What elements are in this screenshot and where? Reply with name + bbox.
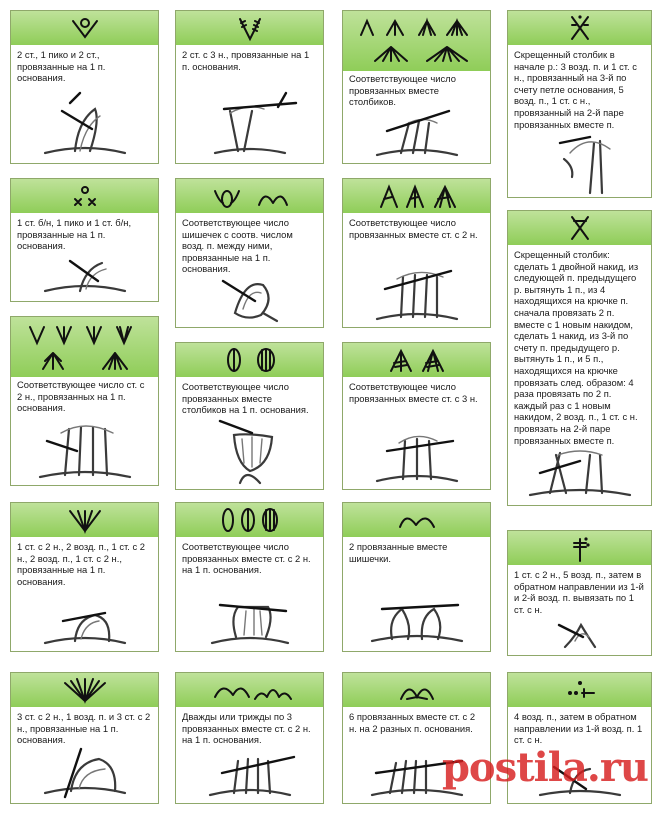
crochet-illustration-icon bbox=[11, 81, 158, 161]
card-4-text: Скрещенный столбик в начале р.: 3 возд. п. и 1 ст. с н., провязанный на 3-й по счету петле основания, 5 возд. п., 1 ст. с н., провязанный на 2-й паре провязанных вместе п. bbox=[514, 49, 637, 130]
symbol-picot-sc-icon bbox=[11, 179, 158, 213]
card-7 bbox=[342, 178, 491, 328]
crochet-illustration-icon bbox=[176, 265, 323, 325]
symbol-clusters-top-icon bbox=[343, 11, 490, 71]
symbol-v-3-icon bbox=[176, 11, 323, 45]
card-2 bbox=[175, 10, 324, 164]
card-12-text: 1 ст. с 2 н., 2 возд. п., 1 ст. с 2 н., 2 возд. п., 1 ст. с 2 н., провязанные на 1 п. основания. bbox=[17, 541, 146, 587]
card-7-text: Соответствующее число провязанных вместе ст. с 2 н. bbox=[349, 217, 478, 240]
card-9 bbox=[10, 316, 159, 486]
symbol-bobbles-icon bbox=[176, 179, 323, 213]
card-1 bbox=[10, 10, 159, 164]
card-10-text: Соответствующее число провязанных вместе столбиков на 1 п. основания. bbox=[182, 381, 309, 416]
card-6-text: Соответствующее число шишечек с соотв. числом возд. п. между ними, провязанные на 1 п. основания. bbox=[182, 217, 293, 275]
card-13 bbox=[175, 502, 324, 652]
card-19-text: 4 возд. п., затем в обратном направлении из 1-й возд. п. 1 ст. с н. bbox=[514, 711, 643, 746]
symbol-crossed-icon bbox=[508, 211, 651, 245]
symbol-ovals-icon bbox=[176, 343, 323, 377]
card-2-text: 2 ст. с 3 н., провязанные на 1 п. основания. bbox=[182, 49, 310, 72]
crochet-illustration-icon bbox=[508, 607, 651, 653]
symbol-picot-return-icon bbox=[508, 531, 651, 565]
card-14-text: 2 провязанные вместе шишечки. bbox=[349, 541, 448, 564]
card-1-text: 2 ст., 1 пико и 2 ст., провязанные на 1 п. основания. bbox=[17, 49, 106, 84]
card-3 bbox=[342, 10, 491, 164]
card-17 bbox=[175, 672, 324, 804]
symbol-ch-return-icon bbox=[508, 673, 651, 707]
card-16 bbox=[10, 672, 159, 804]
card-16-text: 3 ст. с 2 н., 1 возд. п. и 3 ст. с 2 н., провязанные на 1 п. основания. bbox=[17, 711, 151, 746]
crochet-illustration-icon bbox=[343, 253, 490, 325]
crochet-illustration-icon bbox=[11, 741, 158, 801]
card-11-text: Соответствующее число провязанных вместе ст. с 3 н. bbox=[349, 381, 478, 404]
crochet-illustration-icon bbox=[11, 589, 158, 649]
card-15 bbox=[507, 530, 652, 656]
symbol-leaves-icon bbox=[176, 673, 323, 707]
card-9-text: Соответствующее число ст. с 2 н., провязанных на 1 п. основания. bbox=[17, 379, 145, 414]
card-14 bbox=[342, 502, 491, 652]
crochet-illustration-icon bbox=[176, 79, 323, 161]
crochet-illustration-icon bbox=[176, 407, 323, 487]
card-13-text: Соответствующее число провязанных вместе ст. с 2 н. на 1 п. основания. bbox=[182, 541, 311, 576]
symbol-clusters-2-icon bbox=[343, 179, 490, 213]
symbol-six-together-icon bbox=[343, 673, 490, 707]
crochet-illustration-icon bbox=[508, 123, 651, 195]
crochet-illustration-icon bbox=[343, 415, 490, 487]
crochet-illustration-icon bbox=[343, 101, 490, 161]
card-17-text: Дважды или трижды по 3 провязанных вместе ст. с 2 н. на 1 п. основания. bbox=[182, 711, 311, 746]
crochet-illustration-icon bbox=[11, 411, 158, 483]
symbol-fan-ch2-icon bbox=[11, 673, 158, 707]
symbol-clusters-3-icon bbox=[343, 343, 490, 377]
card-8-text: Скрещенный столбик: сделать 1 двойной накид, из следующей п. предыдущего р. вытянуть 1 п., из 4 находящихся на крючке п. сначала провязать 2 п. вместе с 1 новым накидом, сделать 1 накид, из 3-й по счету п. предыдущего р. вытянуть 1 п., и 5 п., находящихся на крючке провязать след. образом: 4 раза провязать по 2 п. каждый раз с 1 новым накидом, 2 возд. п., 1 ст. с н. провязать на 2-й паре провязанных вместе п. bbox=[514, 249, 639, 446]
symbol-fans-icon bbox=[11, 317, 158, 377]
crochet-illustration-icon bbox=[11, 247, 158, 299]
card-5-text: 1 ст. б/н, 1 пико и 1 ст. б/н, провязанные на 1 п. основания. bbox=[17, 217, 132, 252]
card-12 bbox=[10, 502, 159, 652]
card-3-text: Соответствующее число провязанных вместе столбиков. bbox=[349, 73, 456, 108]
card-5 bbox=[10, 178, 159, 302]
card-15-text: 1 ст. с 2 н., 5 возд. п., затем в обратном направлении из 1-й и 2-й возд. п. вывязать по 1 ст. с н. bbox=[514, 569, 644, 615]
symbol-crossed-top-icon bbox=[508, 11, 651, 45]
crochet-illustration-icon bbox=[176, 577, 323, 649]
card-10 bbox=[175, 342, 324, 490]
watermark-text: postila.ru bbox=[441, 744, 648, 791]
symbol-picot-fan-icon bbox=[11, 11, 158, 45]
crochet-illustration-icon bbox=[343, 569, 490, 649]
card-8 bbox=[507, 210, 652, 506]
card-4 bbox=[507, 10, 652, 198]
symbol-fan-ch-icon bbox=[11, 503, 158, 537]
symbol-ovals-3-icon bbox=[176, 503, 323, 537]
crochet-illustration-icon bbox=[176, 739, 323, 801]
card-11 bbox=[342, 342, 491, 490]
symbol-two-bobbles-icon bbox=[343, 503, 490, 537]
card-18-text: 6 провязанных вместе ст. с 2 н. на 2 разных п. основания. bbox=[349, 711, 476, 734]
card-6 bbox=[175, 178, 324, 328]
crochet-illustration-icon bbox=[508, 433, 651, 503]
